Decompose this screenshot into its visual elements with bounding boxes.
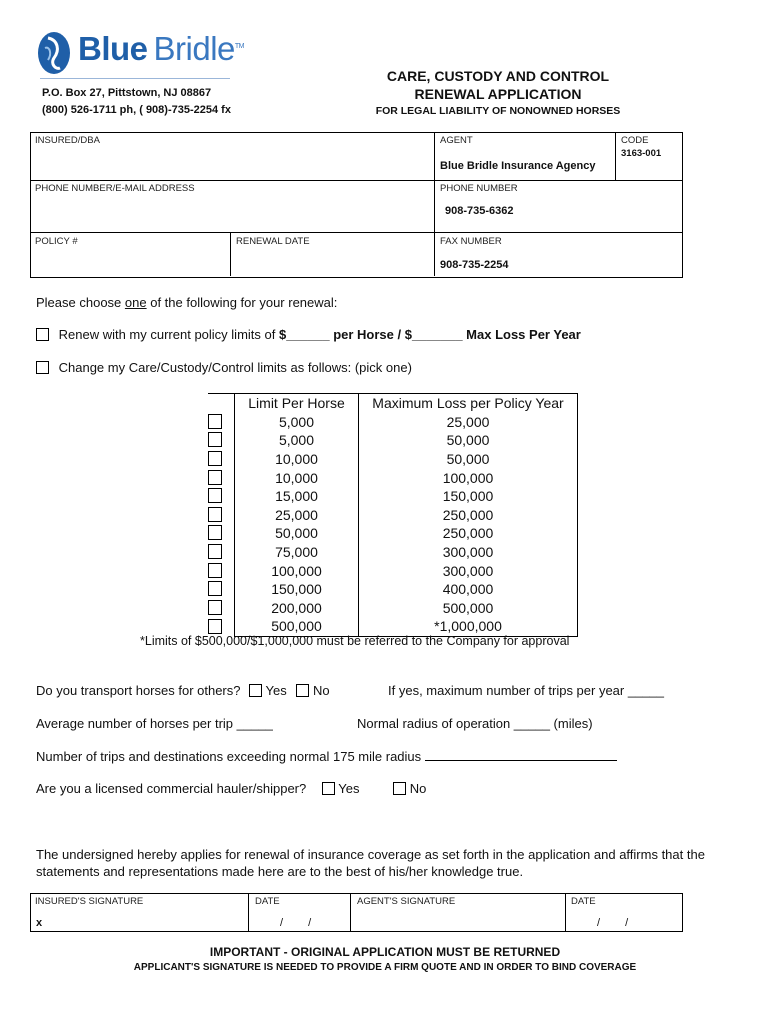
hauler-question-text: Are you a licensed commercial hauler/shipper? [36,781,307,796]
limits-footnote: *Limits of $500,000/$1,000,000 must be referred to the Company for approval [140,634,570,648]
transport-question [36,683,330,698]
limits-table-header [208,394,578,413]
phone-value: 908-735-6362 [445,205,514,217]
form-title-line-1: CARE, CUSTODY AND CONTROL [386,68,610,84]
limit-per-horse-cell: 5,000 [235,413,359,432]
policy-field[interactable] [31,249,229,275]
form-title-line-2: RENEWAL APPLICATION [414,86,582,102]
transport-yes-label: Yes [265,683,287,698]
renew-current-text: Renew with my current policy limits of [58,327,279,342]
logo-word-blue: Blue [78,30,148,67]
trips-exceed-blank[interactable] [425,748,617,761]
insured-signature-label: INSURED'S SIGNATURE [35,896,144,907]
policy-label: POLICY # [35,236,78,247]
renew-current-checkbox[interactable] [36,328,49,341]
limits-table [208,393,578,637]
change-limits-option [36,360,412,375]
renewal-prompt-one: one [124,295,147,310]
renew-current-limits: $______ per Horse / $_______ Max Loss Per Year [278,327,581,342]
limit-per-horse-cell: 15,000 [235,487,359,506]
limit-option-checkbox[interactable] [208,432,222,447]
limit-option-checkbox[interactable] [208,488,222,503]
limit-per-horse-cell: 150,000 [235,580,359,599]
limits-row [208,524,578,543]
agent-date-field[interactable]: / / [597,917,629,929]
limits-row [208,431,578,450]
limit-option-checkbox[interactable] [208,563,222,578]
trips-exceed-question [36,748,617,764]
renewal-prompt-pre: Please choose [36,295,125,310]
limits-row [208,543,578,562]
limits-row [208,580,578,599]
limits-row [208,413,578,432]
limit-per-horse-cell: 100,000 [235,561,359,580]
footer-signature-note: APPLICANT'S SIGNATURE IS NEEDED TO PROVIDE A FIRM QUOTE AND IN ORDER TO BIND COVERAGE [133,962,637,973]
limits-row [208,487,578,506]
form-subtitle: FOR LEGAL LIABILITY OF NONOWNED HORSES [375,105,621,117]
limit-per-horse-cell: 500,000 [235,617,359,636]
limit-option-checkbox[interactable] [208,581,222,596]
limit-per-horse-cell: 75,000 [235,543,359,562]
limit-per-horse-cell: 10,000 [235,450,359,469]
transport-question-text: Do you transport horses for others? [36,683,241,698]
hauler-no-checkbox[interactable] [393,782,406,795]
agent-signature-field[interactable] [351,908,564,930]
limit-option-checkbox[interactable] [208,507,222,522]
grid-divider [615,132,616,180]
fax-value: 908-735-2254 [440,259,509,271]
limits-row [208,468,578,487]
phone-label: PHONE NUMBER [440,183,518,194]
renewal-date-label: RENEWAL DATE [236,236,310,247]
max-loss-cell: 300,000 [359,543,578,562]
limit-option-checkbox[interactable] [208,619,222,634]
limit-option-checkbox[interactable] [208,544,222,559]
max-loss-cell: 400,000 [359,580,578,599]
insured-date-label: DATE [255,896,280,907]
logo-trademark: TM [234,43,244,50]
max-loss-cell: 150,000 [359,487,578,506]
max-loss-header: Maximum Loss per Policy Year [359,394,578,413]
logo-wordmark [78,30,244,68]
code-label: CODE [621,135,649,146]
max-loss-cell: 50,000 [359,431,578,450]
max-loss-cell: 500,000 [359,599,578,618]
grid-divider [248,893,249,931]
limits-row [208,561,578,580]
limits-row [208,599,578,618]
hauler-yes-label: Yes [338,781,360,796]
limit-option-checkbox[interactable] [208,414,222,429]
limits-row [208,450,578,469]
limit-per-horse-cell: 200,000 [235,599,359,618]
phone-email-label: PHONE NUMBER/E-MAIL ADDRESS [35,183,195,194]
limit-option-checkbox[interactable] [208,451,222,466]
max-loss-cell: 300,000 [359,561,578,580]
transport-yes-checkbox[interactable] [249,684,262,697]
insured-signature-field[interactable]: x [36,917,43,929]
limit-option-checkbox[interactable] [208,600,222,615]
hauler-yes-checkbox[interactable] [322,782,335,795]
hauler-question [36,781,426,796]
insured-date-field[interactable]: / / [280,917,312,929]
max-trips-question[interactable]: If yes, maximum number of trips per year _____ [388,683,665,698]
max-loss-cell: 50,000 [359,450,578,469]
transport-no-checkbox[interactable] [296,684,309,697]
grid-divider [30,180,682,181]
grid-divider [434,132,435,276]
max-loss-cell: 25,000 [359,413,578,432]
hauler-no-label: No [409,781,427,796]
code-value: 3163-001 [621,148,662,159]
grid-divider [30,232,682,233]
transport-no-label: No [312,683,330,698]
renewal-prompt-post: of the following for your renewal: [146,295,338,310]
renewal-prompt [36,295,337,310]
limit-option-checkbox[interactable] [208,525,222,540]
trips-exceed-text: Number of trips and destinations exceeding normal 175 mile radius [36,749,425,764]
limit-per-horse-cell: 5,000 [235,431,359,450]
logo-underline [40,78,230,79]
radius-question[interactable]: Normal radius of operation _____ (miles) [357,716,593,731]
max-loss-cell: 250,000 [359,506,578,525]
limit-option-checkbox[interactable] [208,470,222,485]
agent-label: AGENT [440,135,473,146]
agent-date-label: DATE [571,896,596,907]
insured-dba-field[interactable] [31,148,433,179]
footer-important: IMPORTANT - ORIGINAL APPLICATION MUST BE RETURNED [209,945,561,959]
max-loss-cell: *1,000,000 [359,617,578,636]
address-line-1: P.O. Box 27, Pittstown, NJ 08867 [42,87,212,99]
avg-horses-question[interactable]: Average number of horses per trip _____ [36,716,273,731]
renew-current-option [36,327,581,342]
renewal-date-field[interactable] [231,249,433,275]
limit-per-horse-header: Limit Per Horse [235,394,359,413]
agent-signature-label: AGENT'S SIGNATURE [357,896,456,907]
insured-dba-label: INSURED/DBA [35,135,100,146]
logo-word-bridle: Bridle [153,30,235,67]
limit-per-horse-cell: 10,000 [235,468,359,487]
max-loss-cell: 250,000 [359,524,578,543]
agent-value: Blue Bridle Insurance Agency [440,160,596,172]
limit-per-horse-cell: 25,000 [235,506,359,525]
limit-per-horse-cell: 50,000 [235,524,359,543]
max-loss-cell: 100,000 [359,468,578,487]
declaration-text: The undersigned hereby applies for renewal of insurance coverage as set forth in the application and affirms that the statements and representations made here are to the best of his/her knowledge true. [36,847,705,879]
phone-email-field[interactable] [31,196,433,231]
limits-row [208,506,578,525]
change-limits-checkbox[interactable] [36,361,49,374]
address-line-2: (800) 526-1711 ph, ( 908)-735-2254 fx [42,104,231,116]
fax-label: FAX NUMBER [440,236,502,247]
change-limits-text: Change my Care/Custody/Control limits as follows: (pick one) [58,360,412,375]
grid-divider [565,893,566,931]
